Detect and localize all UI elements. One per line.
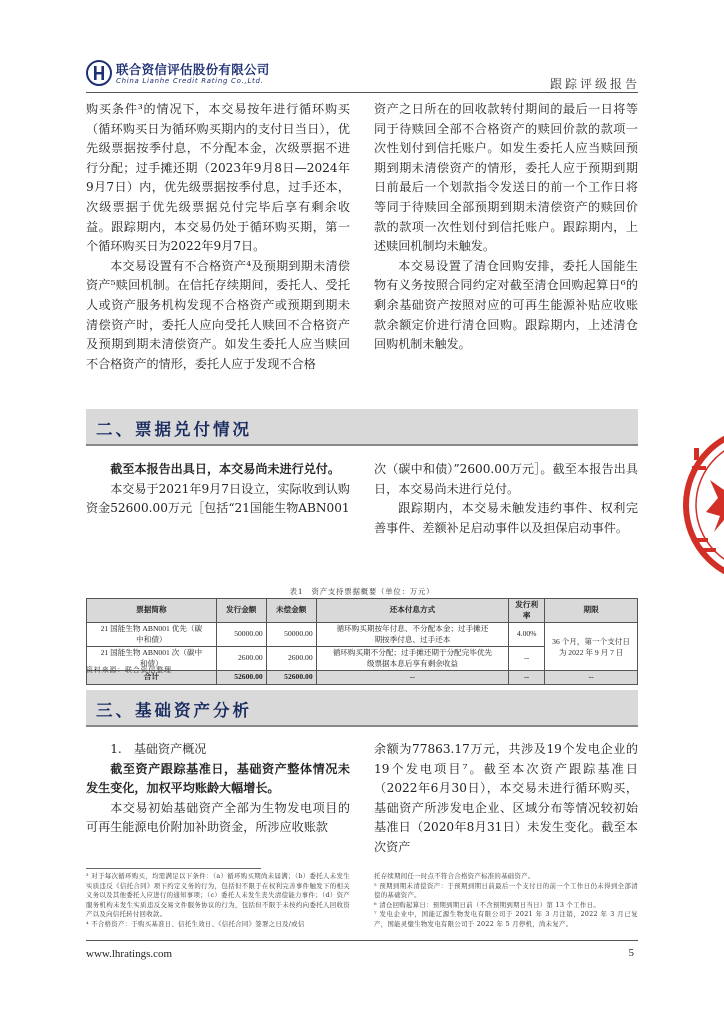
table-cell: --	[545, 671, 638, 685]
table-header-cell: 还本付息方式	[316, 599, 509, 623]
paragraph: 次（碳中和债）”2600.00万元］。截至本报告出具日，本交易尚未进行兑付。	[374, 462, 638, 496]
paragraph: 本交易初始基础资产全部为生物发电项目的可再生能源电价附加补助资金，所涉应收账款	[86, 800, 350, 835]
section3-right-column	[374, 740, 638, 858]
table-cell: 52600.00	[216, 671, 266, 685]
footnote: 托存续期间任一时点不符合合格资产标准的基础资产。	[374, 872, 535, 880]
body-left-column	[86, 100, 350, 374]
table-row	[87, 623, 638, 647]
paragraph: 余额为77863.17万元，共涉及19个发电企业的19个发电项目⁷。截至本次资产跟踪基准日（2022年6月30日），本交易未进行循环购买，基础资产所涉发电企业、区域分布等情况较初始基准日（2020年8月31日）未发生变化。截至本次资产	[374, 742, 638, 854]
table-header-cell: 发行金额	[216, 599, 266, 623]
paragraph: 本交易于2021年9月7日设立，实际收到认购资金52600.00万元［包括“21国能生物ABN001	[86, 481, 350, 516]
table-cell: 21 国能生物 ABN001 优先（碳中和债）	[87, 623, 217, 647]
section-heading-underlying-assets	[86, 690, 638, 727]
table-header-cell: 未偿金额	[266, 599, 316, 623]
footer-website: www.lhratings.com	[86, 948, 173, 960]
footnote: ⁴ 不合格资产：于购买基准日、信托生效日、《信托合同》签署之日及/或信	[86, 919, 305, 928]
report-type: 跟踪评级报告	[549, 77, 640, 91]
page-number: 5	[628, 947, 634, 959]
table-header-cell: 发行利率	[509, 599, 545, 623]
section2-left-column	[86, 460, 350, 519]
footnotes-left	[86, 872, 350, 930]
table-cell: 2600.00	[266, 647, 316, 671]
paragraph: 本交易设置有不合格资产⁴及预期到期未清偿资产⁵赎回机制。在信托存续期间，委托人、受托人或资产服务机构发现不合格资产或预期到期未清偿资产时，委托人应向受托人赎回不合格资产及预期到期未清偿资产。如发生委托人应当赎回不合格资产的情形，委托人应于发现不合格	[86, 258, 350, 371]
table-header-cell: 票据简称	[87, 599, 217, 623]
table-cell: 36 个月，第一个支付日为 2022 年 9 月 7 日	[545, 623, 638, 671]
footnote: ⁷ 发电企业中，国能辽源生物发电有限公司于 2021 年 3 月注销，2022 年 3 月已复产，国能灵璧生物发电有限公司于 2022 年 5 月停机，尚未复产。	[374, 910, 638, 928]
company-name-cn: 联合资信评估股份有限公司	[116, 62, 270, 77]
paragraph: 资产之日所在的回收款转付期间的最后一日将等同于待赎回全部不合格资产的赎回价款的款项一次性划付到信托账户。如发生委托人应当赎回预期到期未清偿资产的情形，委托人应于预期到期日前最后一个划款指令发送日的前一个工作日将等同于待赎回全部预期到期未清偿资产的赎回价款的款项一次性划付到信托账户。跟踪期内，上述赎回机制均未触发。	[374, 102, 638, 254]
section-heading-redemption	[86, 409, 638, 446]
table-cell: 4.00%	[509, 623, 545, 647]
table-cell: 50000.00	[216, 623, 266, 647]
table-cell: --	[316, 671, 509, 685]
company-logo-icon	[86, 60, 112, 86]
body-right-column	[374, 100, 638, 355]
footnote: ⁶ 清仓回购起算日：预期到期日前（不含预期到期日当日）第 13 个工作日。	[374, 900, 600, 909]
table-cell: --	[509, 671, 545, 685]
paragraph: 本交易设置了清仓回购安排，委托人国能生物有义务按照合同约定对截至清仓回购起算日⁶的剩余基础资产按照对应的可再生能源补贴应收账款余额定价进行清仓回购。跟踪期内，上述清仓回购机制未触发。	[374, 258, 638, 352]
seal-stamp-fragment	[680, 420, 724, 590]
table-cell: 52600.00	[266, 671, 316, 685]
footnote: ⁵ 预期到期未清偿资产：于预期到期日前最后一个支付日的前一个工作日仍未得到全部清偿的基础资产。	[374, 881, 638, 900]
table-caption: 表1 资产支持票据概要（单位：万元）	[289, 587, 435, 596]
table-cell: 50000.00	[266, 623, 316, 647]
section-title: 三、基础资产分析	[96, 701, 252, 720]
footer-divider	[86, 940, 638, 941]
table-header-cell: 期限	[545, 599, 638, 623]
paragraph: 截至本报告出具日，本交易尚未进行兑付。	[110, 462, 340, 476]
footnotes-right	[374, 872, 638, 930]
paragraph: 跟踪期内，本交易未触发违约事件、权利完善事件、差额补足启动事件以及担保启动事件。	[374, 501, 638, 535]
page-header	[0, 0, 724, 92]
table-cell: 21 国能生物 ABN001 次（碳中和债）	[87, 647, 217, 671]
seal-icon	[680, 420, 724, 590]
paragraph: 截至资产跟踪基准日，基础资产整体情况未发生变化，加权平均账龄大幅增长。	[86, 761, 350, 796]
table-cell: 循环购买期不分配；过手摊还期于分配完毕优先级票据本息后享有剩余收益	[316, 647, 509, 671]
paragraph: 购买条件³的情况下，本交易按年进行循环购买（循环购买日为循环购买期内的支付日当日），优先级票据按季付息，不分配本金，次级票据不进行分配；过手摊还期（2023年9月8日—2024年9月7日）内，优先级票据按季付息，过手还本，次级票据于优先级票据兑付完毕后享有剩余收益。跟踪期内，本交易仍处于循环购买期，第一个循环购买日为2022年9月7日。	[86, 102, 350, 254]
footnote: ³ 对于每次循环购买，均需满足以下条件：（a）循环购买期尚未届满；（b）委托人未发生实质违反《信托合同》项下约定义务的行为，包括但不限于在权利完善事件触发下的相关义务以及其他委托人应进行的通知事项；（c）委托人未发生丧失清偿能力事件；（d）资产服务机构未发生实质违反交易文件服务协议的行为，包括但不限于未按约向委托人回收资产以及向信托转付回收款。	[86, 872, 350, 919]
table-cell: 2600.00	[216, 647, 266, 671]
table-cell: --	[509, 647, 545, 671]
footnote-divider	[86, 868, 261, 869]
table-source: 资料来源：联合资信整理	[86, 666, 172, 674]
table-header-row	[87, 599, 638, 623]
table-cell: 合计	[87, 671, 217, 685]
section-title: 二、票据兑付情况	[96, 420, 252, 439]
company-name-en: China Lianhe Credit Rating Co.,Ltd.	[116, 77, 264, 85]
subheading: 1. 基础资产概况	[110, 742, 207, 756]
header-divider	[86, 92, 638, 93]
table-cell: 循环购买期按年付息、不分配本金；过手摊还期按季付息、过手还本	[316, 623, 509, 647]
section2-right-column	[374, 460, 638, 538]
section3-left-column	[86, 740, 350, 838]
